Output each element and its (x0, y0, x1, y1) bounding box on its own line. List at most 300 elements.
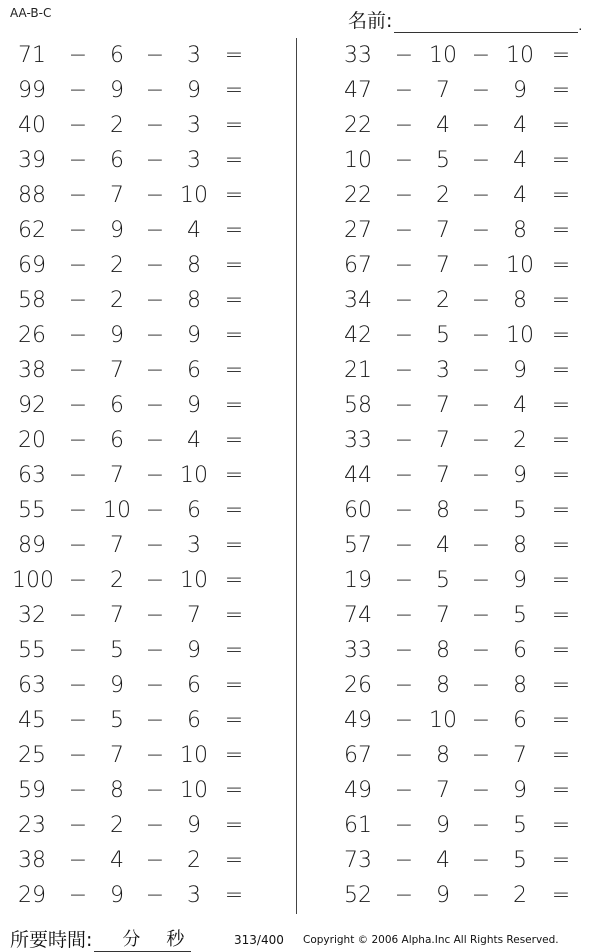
problem-row (0, 248, 600, 283)
equals-sign: = (224, 113, 244, 138)
minus-sign: − (394, 498, 414, 523)
equals-sign: = (224, 78, 244, 103)
minus-sign: − (394, 883, 414, 908)
subtrahend-2: 9 (513, 463, 527, 488)
problem-row (0, 773, 600, 808)
minus-sign: − (471, 358, 491, 383)
minus-sign: − (145, 113, 165, 138)
equals-sign: = (224, 358, 244, 383)
minus-sign: − (394, 533, 414, 558)
minus-sign: − (145, 393, 165, 418)
minuend: 67 (344, 743, 372, 768)
minus-sign: − (145, 673, 165, 698)
minus-sign: − (471, 288, 491, 313)
subtrahend-1: 8 (110, 778, 124, 803)
minus-sign: − (394, 183, 414, 208)
subtrahend-1: 5 (436, 568, 450, 593)
subtrahend-2: 10 (180, 568, 208, 593)
minus-sign: − (394, 428, 414, 453)
equals-sign: = (551, 673, 571, 698)
minuend: 21 (344, 358, 372, 383)
equals-sign: = (224, 43, 244, 68)
subtrahend-1: 8 (436, 743, 450, 768)
equals-sign: = (551, 393, 571, 418)
minus-sign: − (145, 848, 165, 873)
minuend: 34 (344, 288, 372, 313)
subtrahend-1: 5 (110, 638, 124, 663)
minuend: 99 (18, 78, 46, 103)
minus-sign: − (471, 463, 491, 488)
problem-row (0, 668, 600, 703)
minus-sign: − (471, 148, 491, 173)
subtrahend-2: 9 (513, 778, 527, 803)
subtrahend-1: 7 (436, 393, 450, 418)
minus-sign: − (68, 393, 88, 418)
equals-sign: = (551, 498, 571, 523)
subtrahend-2: 9 (513, 358, 527, 383)
subtrahend-2: 2 (187, 848, 201, 873)
subtrahend-2: 7 (513, 743, 527, 768)
minuend: 29 (18, 883, 46, 908)
subtrahend-1: 7 (110, 183, 124, 208)
page-number: 313/400 (234, 933, 284, 947)
minus-sign: − (68, 743, 88, 768)
minuend: 60 (344, 498, 372, 523)
equals-sign: = (224, 638, 244, 663)
minus-sign: − (145, 778, 165, 803)
subtrahend-2: 10 (180, 463, 208, 488)
minus-sign: − (68, 323, 88, 348)
time-taken-label: 所要時間: (10, 929, 93, 951)
minus-sign: − (145, 358, 165, 383)
problem-row (0, 458, 600, 493)
subtrahend-1: 4 (436, 113, 450, 138)
worksheet-code: AA-B-C (10, 6, 52, 20)
minus-sign: − (68, 568, 88, 593)
minus-sign: − (68, 463, 88, 488)
subtrahend-1: 2 (110, 568, 124, 593)
minus-sign: − (145, 883, 165, 908)
equals-sign: = (224, 218, 244, 243)
equals-sign: = (551, 253, 571, 278)
minus-sign: − (471, 743, 491, 768)
subtrahend-1: 5 (110, 708, 124, 733)
problem-row (0, 318, 600, 353)
equals-sign: = (224, 708, 244, 733)
subtrahend-2: 4 (187, 218, 201, 243)
subtrahend-1: 10 (429, 708, 457, 733)
problem-row (0, 108, 600, 143)
minuend: 89 (18, 533, 46, 558)
problem-row (0, 423, 600, 458)
subtrahend-2: 6 (187, 498, 201, 523)
minus-sign: − (68, 113, 88, 138)
subtrahend-1: 5 (436, 148, 450, 173)
minuend: 49 (344, 778, 372, 803)
minuend: 55 (18, 498, 46, 523)
minuend: 38 (18, 848, 46, 873)
problem-row (0, 633, 600, 668)
subtrahend-2: 6 (187, 708, 201, 733)
minus-sign: − (145, 638, 165, 663)
equals-sign: = (224, 848, 244, 873)
minus-sign: − (394, 708, 414, 733)
minus-sign: − (394, 78, 414, 103)
minus-sign: − (145, 498, 165, 523)
subtrahend-1: 2 (436, 288, 450, 313)
problem-row (0, 808, 600, 843)
equals-sign: = (224, 533, 244, 558)
minuend: 26 (344, 673, 372, 698)
problem-row (0, 178, 600, 213)
subtrahend-2: 9 (187, 813, 201, 838)
problem-row (0, 493, 600, 528)
subtrahend-1: 4 (436, 533, 450, 558)
seconds-unit: 秒 (166, 929, 185, 950)
equals-sign: = (551, 883, 571, 908)
minus-sign: − (471, 638, 491, 663)
equals-sign: = (224, 323, 244, 348)
equals-sign: = (224, 813, 244, 838)
minus-sign: − (145, 288, 165, 313)
subtrahend-1: 6 (110, 393, 124, 418)
minus-sign: − (394, 218, 414, 243)
minuend: 69 (18, 253, 46, 278)
minuend: 40 (18, 113, 46, 138)
subtrahend-1: 2 (110, 113, 124, 138)
minus-sign: − (145, 743, 165, 768)
minus-sign: − (145, 253, 165, 278)
minus-sign: − (394, 288, 414, 313)
equals-sign: = (551, 218, 571, 243)
equals-sign: = (551, 183, 571, 208)
subtrahend-2: 2 (513, 883, 527, 908)
problem-row (0, 528, 600, 563)
minus-sign: − (145, 603, 165, 628)
subtrahend-1: 9 (436, 813, 450, 838)
problem-row (0, 878, 600, 913)
minuend: 49 (344, 708, 372, 733)
minus-sign: − (145, 708, 165, 733)
minus-sign: − (145, 568, 165, 593)
equals-sign: = (224, 393, 244, 418)
equals-sign: = (551, 43, 571, 68)
minus-sign: − (394, 813, 414, 838)
subtrahend-1: 7 (110, 533, 124, 558)
equals-sign: = (224, 288, 244, 313)
equals-sign: = (224, 463, 244, 488)
subtrahend-2: 4 (513, 393, 527, 418)
equals-sign: = (224, 673, 244, 698)
subtrahend-2: 10 (180, 778, 208, 803)
subtrahend-2: 5 (513, 813, 527, 838)
minuend: 22 (344, 183, 372, 208)
subtrahend-2: 6 (187, 673, 201, 698)
name-line[interactable] (394, 14, 578, 33)
problem-row (0, 703, 600, 738)
subtrahend-1: 3 (436, 358, 450, 383)
minuend: 57 (344, 533, 372, 558)
subtrahend-1: 7 (436, 428, 450, 453)
minuend: 59 (18, 778, 46, 803)
equals-sign: = (224, 603, 244, 628)
minus-sign: − (471, 498, 491, 523)
equals-sign: = (551, 568, 571, 593)
minus-sign: − (68, 638, 88, 663)
minuend: 73 (344, 848, 372, 873)
minus-sign: − (68, 813, 88, 838)
subtrahend-2: 6 (187, 358, 201, 383)
minus-sign: − (394, 113, 414, 138)
minus-sign: − (471, 253, 491, 278)
subtrahend-1: 6 (110, 43, 124, 68)
equals-sign: = (224, 778, 244, 803)
minuend: 23 (18, 813, 46, 838)
subtrahend-2: 6 (513, 638, 527, 663)
equals-sign: = (224, 428, 244, 453)
subtrahend-2: 10 (506, 43, 534, 68)
subtrahend-2: 9 (513, 568, 527, 593)
minus-sign: − (68, 708, 88, 733)
minus-sign: − (68, 253, 88, 278)
minuend: 58 (344, 393, 372, 418)
minus-sign: − (471, 393, 491, 418)
minuend: 100 (12, 568, 54, 593)
subtrahend-2: 8 (187, 288, 201, 313)
minus-sign: − (68, 148, 88, 173)
equals-sign: = (551, 638, 571, 663)
equals-sign: = (224, 883, 244, 908)
subtrahend-2: 8 (513, 533, 527, 558)
minus-sign: − (394, 568, 414, 593)
equals-sign: = (224, 183, 244, 208)
subtrahend-2: 9 (187, 78, 201, 103)
equals-sign: = (551, 533, 571, 558)
problem-row (0, 353, 600, 388)
subtrahend-1: 9 (110, 883, 124, 908)
equals-sign: = (224, 253, 244, 278)
minus-sign: − (394, 778, 414, 803)
minuend: 32 (18, 603, 46, 628)
minuend: 26 (18, 323, 46, 348)
problem-row (0, 843, 600, 878)
subtrahend-1: 7 (436, 463, 450, 488)
minus-sign: − (394, 43, 414, 68)
problem-row (0, 738, 600, 773)
equals-sign: = (551, 778, 571, 803)
minus-sign: − (68, 218, 88, 243)
subtrahend-2: 3 (187, 533, 201, 558)
minuend: 62 (18, 218, 46, 243)
equals-sign: = (224, 498, 244, 523)
equals-sign: = (551, 288, 571, 313)
name-field[interactable] (348, 6, 582, 33)
minus-sign: − (394, 463, 414, 488)
equals-sign: = (551, 323, 571, 348)
minus-sign: − (68, 778, 88, 803)
minus-sign: − (394, 603, 414, 628)
subtrahend-1: 9 (110, 218, 124, 243)
subtrahend-2: 8 (513, 288, 527, 313)
minus-sign: − (471, 323, 491, 348)
minus-sign: − (471, 43, 491, 68)
minus-sign: − (145, 323, 165, 348)
subtrahend-1: 9 (110, 78, 124, 103)
equals-sign: = (551, 463, 571, 488)
subtrahend-1: 9 (110, 323, 124, 348)
minus-sign: − (68, 358, 88, 383)
subtrahend-2: 4 (513, 148, 527, 173)
minuend: 58 (18, 288, 46, 313)
equals-sign: = (551, 813, 571, 838)
equals-sign: = (551, 78, 571, 103)
subtrahend-1: 8 (436, 498, 450, 523)
minus-sign: − (68, 43, 88, 68)
minuend: 20 (18, 428, 46, 453)
minus-sign: − (471, 778, 491, 803)
subtrahend-2: 5 (513, 603, 527, 628)
minuend: 47 (344, 78, 372, 103)
subtrahend-1: 4 (436, 848, 450, 873)
minus-sign: − (394, 253, 414, 278)
minus-sign: − (145, 78, 165, 103)
minus-sign: − (145, 43, 165, 68)
minus-sign: − (145, 463, 165, 488)
subtrahend-2: 9 (513, 78, 527, 103)
minus-sign: − (145, 813, 165, 838)
problem-row (0, 283, 600, 318)
minuend: 38 (18, 358, 46, 383)
subtrahend-1: 7 (436, 78, 450, 103)
minus-sign: − (145, 148, 165, 173)
minus-sign: − (471, 533, 491, 558)
minuend: 71 (18, 43, 46, 68)
minus-sign: − (394, 148, 414, 173)
subtrahend-2: 10 (506, 323, 534, 348)
subtrahend-2: 7 (187, 603, 201, 628)
subtrahend-2: 8 (513, 218, 527, 243)
equals-sign: = (551, 603, 571, 628)
equals-sign: = (551, 148, 571, 173)
subtrahend-2: 3 (187, 113, 201, 138)
minuend: 63 (18, 673, 46, 698)
minuend: 63 (18, 463, 46, 488)
subtrahend-2: 10 (180, 743, 208, 768)
subtrahend-1: 9 (436, 883, 450, 908)
equals-sign: = (224, 148, 244, 173)
subtrahend-1: 6 (110, 428, 124, 453)
subtrahend-1: 2 (110, 288, 124, 313)
minus-sign: − (394, 393, 414, 418)
minuend: 45 (18, 708, 46, 733)
subtrahend-1: 2 (110, 813, 124, 838)
minus-sign: − (471, 813, 491, 838)
subtrahend-1: 2 (436, 183, 450, 208)
minuend: 33 (344, 43, 372, 68)
time-taken-line[interactable] (94, 931, 191, 952)
minus-sign: − (68, 673, 88, 698)
time-taken-field (10, 925, 191, 952)
minus-sign: − (68, 603, 88, 628)
minus-sign: − (68, 428, 88, 453)
problem-row (0, 143, 600, 178)
minus-sign: − (68, 498, 88, 523)
minus-sign: − (68, 883, 88, 908)
subtrahend-1: 7 (110, 743, 124, 768)
minuend: 19 (344, 568, 372, 593)
equals-sign: = (551, 113, 571, 138)
minus-sign: − (471, 78, 491, 103)
problem-row (0, 563, 600, 598)
subtrahend-2: 9 (187, 323, 201, 348)
subtrahend-2: 8 (513, 673, 527, 698)
problem-row (0, 213, 600, 248)
subtrahend-2: 3 (187, 43, 201, 68)
subtrahend-2: 4 (513, 183, 527, 208)
minus-sign: − (394, 848, 414, 873)
equals-sign: = (551, 358, 571, 383)
subtrahend-1: 7 (436, 253, 450, 278)
minus-sign: − (471, 673, 491, 698)
minus-sign: − (471, 603, 491, 628)
subtrahend-2: 5 (513, 498, 527, 523)
subtrahend-1: 5 (436, 323, 450, 348)
subtrahend-1: 10 (429, 43, 457, 68)
equals-sign: = (551, 428, 571, 453)
minus-sign: − (68, 288, 88, 313)
minus-sign: − (394, 638, 414, 663)
minutes-unit: 分 (122, 929, 141, 950)
minus-sign: − (145, 428, 165, 453)
minuend: 44 (344, 463, 372, 488)
minuend: 42 (344, 323, 372, 348)
equals-sign: = (224, 568, 244, 593)
minuend: 61 (344, 813, 372, 838)
minus-sign: − (471, 848, 491, 873)
minuend: 10 (344, 148, 372, 173)
subtrahend-2: 2 (513, 428, 527, 453)
minus-sign: − (68, 533, 88, 558)
subtrahend-1: 2 (110, 253, 124, 278)
minuend: 25 (18, 743, 46, 768)
problem-row (0, 73, 600, 108)
subtrahend-2: 4 (187, 428, 201, 453)
minuend: 74 (344, 603, 372, 628)
subtrahend-1: 7 (436, 778, 450, 803)
minus-sign: − (394, 358, 414, 383)
subtrahend-2: 10 (506, 253, 534, 278)
equals-sign: = (551, 848, 571, 873)
minuend: 52 (344, 883, 372, 908)
minuend: 67 (344, 253, 372, 278)
problem-row (0, 598, 600, 633)
minuend: 55 (18, 638, 46, 663)
minus-sign: − (471, 183, 491, 208)
problem-row (0, 38, 600, 73)
subtrahend-2: 6 (513, 708, 527, 733)
equals-sign: = (224, 743, 244, 768)
subtrahend-1: 7 (436, 603, 450, 628)
minus-sign: − (145, 533, 165, 558)
minuend: 33 (344, 638, 372, 663)
minuend: 22 (344, 113, 372, 138)
minus-sign: − (145, 218, 165, 243)
equals-sign: = (551, 743, 571, 768)
minus-sign: − (68, 78, 88, 103)
subtrahend-1: 7 (436, 218, 450, 243)
subtrahend-2: 3 (187, 883, 201, 908)
minus-sign: − (394, 323, 414, 348)
